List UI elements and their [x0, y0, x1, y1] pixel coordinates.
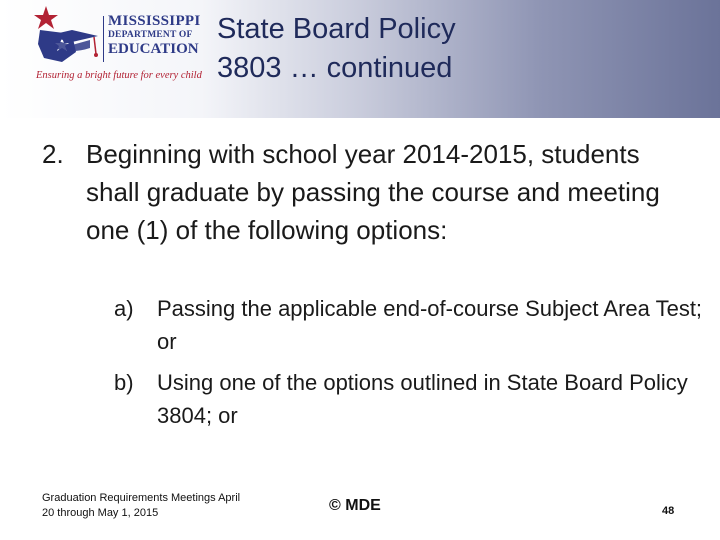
footer-event-text: Graduation Requirements Meetings April 20 through May 1, 2015 [42, 492, 241, 519]
option-b-text: Using one of the options outlined in State Board Policy 3804; or [157, 370, 688, 428]
mississippi-star-icon [32, 4, 102, 68]
logo-line-mississippi: MISSISSIPPI [108, 13, 201, 29]
slide-title [217, 10, 456, 88]
logo-line-education: EDUCATION [108, 40, 199, 57]
footer-copyright: © MDE [329, 497, 381, 514]
option-b-label: b) [114, 370, 134, 395]
main-point [42, 135, 692, 249]
logo-divider [103, 16, 104, 62]
slide-title-line2: 3803 … continued [217, 52, 453, 84]
option-a [114, 292, 704, 358]
option-b [114, 366, 704, 432]
page-number: 48 [662, 505, 675, 517]
option-a-label: a) [114, 296, 134, 321]
logo-line-department: DEPARTMENT OF [108, 30, 193, 40]
slide-title-line1: State Board Policy [217, 13, 456, 45]
option-a-text: Passing the applicable end-of-course Subject Area Test; or [157, 296, 703, 354]
point-number: 2. [42, 139, 64, 169]
logo-tagline: Ensuring a bright future for every child [36, 70, 202, 81]
point-text: Beginning with school year 2014-2015, students shall graduate by passing the course and meeting one (1) of the following options: [86, 139, 660, 245]
logo-wordmark [108, 14, 201, 57]
header-banner [0, 0, 720, 118]
mde-logo [32, 4, 222, 88]
